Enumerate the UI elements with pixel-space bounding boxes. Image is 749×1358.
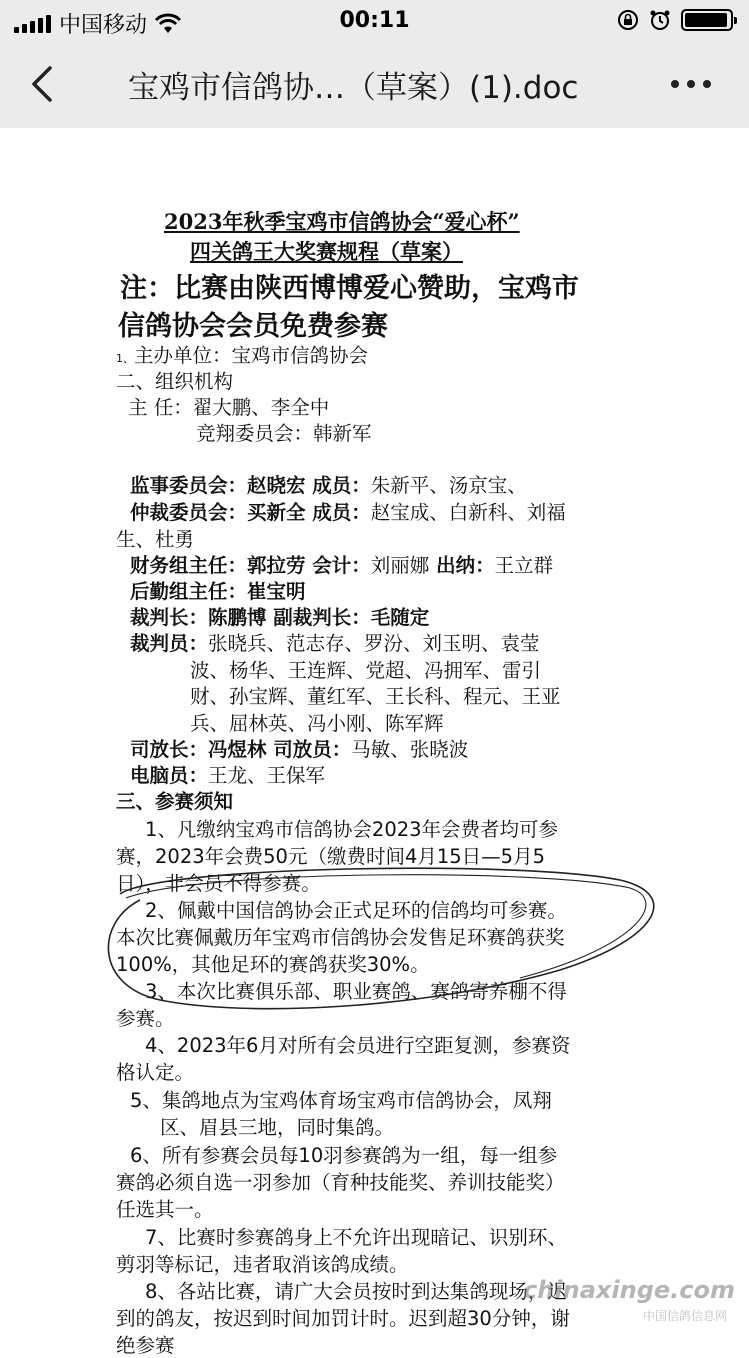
status-right xyxy=(617,9,733,31)
chief-referee-row: 裁判长：陈鹏博 副裁判长：毛随定 xyxy=(130,606,430,629)
logistics-row: 后勤组主任：崔宝明 xyxy=(130,580,306,603)
referees-line-3: 财、孙宝辉、董红军、王长科、程元、王亚 xyxy=(190,685,561,708)
rule-line: 4、2023年6月对所有会员进行空距复测，参赛资 xyxy=(145,1034,571,1057)
rule-line: 区、眉县三地，同时集鸽。 xyxy=(160,1116,395,1139)
arbitration-label: 仲裁委员会：买新全 成员： xyxy=(130,501,371,524)
rule-line: 任选其一。 xyxy=(116,1198,214,1221)
rule-line: 8、各站比赛，请广大会员按时到达集鸽现场，迟 xyxy=(145,1280,567,1303)
org-heading: 二、组织机构 xyxy=(116,370,234,393)
arbitration-members: 赵宝成、白新科、刘福 xyxy=(370,501,566,524)
rule-line: 日），非会员不得参赛。 xyxy=(116,872,321,895)
rule-line: 100%，其他足环的赛鸽获奖30%。 xyxy=(116,953,430,976)
rotation-lock-icon xyxy=(617,9,639,31)
doc-title-line-1: 2023年秋季宝鸡市信鸽协会“爱心杯” xyxy=(164,209,520,234)
sponsor-note-line-1: 注：比赛由陕西博博爱心赞助，宝鸡市 xyxy=(120,273,579,304)
back-button[interactable] xyxy=(22,62,66,106)
director-row: 主 任：翟大鹏、李全中 xyxy=(128,396,330,419)
chevron-left-icon xyxy=(22,62,66,106)
carrier-label: 中国移动 xyxy=(59,13,148,38)
referees-line-2: 波、杨华、王连辉、党超、冯拥军、雷引 xyxy=(190,659,542,682)
notice-heading: 三、参赛须知 xyxy=(116,790,234,813)
more-dot-icon xyxy=(703,80,711,88)
more-dot-icon xyxy=(671,80,679,88)
finance-head: 财务组主任：郭拉劳 会计： xyxy=(130,554,371,577)
rule-line: 本次比赛佩戴历年宝鸡市信鸽协会发售足环赛鸽获奖 xyxy=(116,926,565,949)
arbitration-cont: 生、杜勇 xyxy=(116,528,195,551)
referees-label: 裁判员： xyxy=(130,632,209,655)
host-number: 1、 xyxy=(116,352,134,365)
referees-line-4: 兵、屈林英、冯小刚、陈军辉 xyxy=(190,712,444,735)
competition-committee-row: 竞翔委员会：韩新军 xyxy=(196,422,372,445)
supervisory-members: 朱新平、汤京宝、 xyxy=(370,474,527,497)
referees-line-1: 张晓兵、范志存、罗汾、刘玉明、袁莹 xyxy=(208,632,540,655)
rule-line: 7、比赛时参赛鸽身上不允许出现暗记、识别环、 xyxy=(145,1226,567,1249)
computer-members: 王龙、王保军 xyxy=(208,764,326,787)
site-watermark-subtitle: 中国信鸽信息网 xyxy=(642,1309,727,1323)
site-watermark: chinaxinge.com xyxy=(523,1276,735,1304)
alarm-icon xyxy=(649,9,671,31)
sponsor-note-line-2: 信鸽协会会员免费参赛 xyxy=(118,311,388,342)
rule-line: 参赛。 xyxy=(116,1007,175,1030)
rule-line: 2、佩戴中国信鸽协会正式足环的信鸽均可参赛。 xyxy=(145,899,567,922)
computer-label: 电脑员： xyxy=(130,764,209,787)
nav-bar xyxy=(0,42,749,129)
rule-line: 1、凡缴纳宝鸡市信鸽协会2023年会费者均可参 xyxy=(145,818,559,841)
rule-line: 绝参赛 xyxy=(116,1334,175,1357)
rule-line: 3、本次比赛俱乐部、职业赛鸽、赛鸽寄养棚不得 xyxy=(145,980,567,1003)
status-bar xyxy=(0,0,749,42)
document-page[interactable] xyxy=(0,128,749,1357)
hand-drawn-ellipse xyxy=(0,128,749,1334)
rule-line: 剪羽等标记，违者取消该鸽成绩。 xyxy=(116,1253,409,1276)
doc-title-line-2: 四关鸽王大奖赛规程（草案） xyxy=(190,240,463,264)
rule-line: 赛，2023年会费50元（缴费时间4月15日—5月5 xyxy=(116,845,545,868)
battery-icon xyxy=(681,9,733,31)
supervisory-label: 监事委员会：赵晓宏 成员： xyxy=(130,474,371,497)
rule-line: 5、集鸽地点为宝鸡体育场宝鸡市信鸽协会，凤翔 xyxy=(130,1089,552,1112)
more-options-button[interactable] xyxy=(671,72,719,96)
rule-line: 格认定。 xyxy=(116,1061,195,1084)
finance-cashier-label: 出纳： xyxy=(429,554,495,577)
rule-line: 到的鸽友，按迟到时间加罚计时。迟到超30分钟，谢 xyxy=(116,1307,570,1330)
release-members: 马敏、张晓波 xyxy=(351,738,469,761)
status-time: 00:11 xyxy=(339,8,410,33)
host-text: 主办单位：宝鸡市信鸽协会 xyxy=(134,344,369,367)
rule-line: 6、所有参赛会员每10羽参赛鸽为一组，每一组参 xyxy=(130,1144,558,1167)
finance-accountant: 刘丽娜 xyxy=(370,554,430,577)
more-dot-icon xyxy=(687,80,695,88)
finance-cashier: 王立群 xyxy=(494,554,554,577)
rule-line: 赛鸽必须自选一羽参加（育种技能奖、养训技能奖） xyxy=(116,1171,565,1194)
release-label: 司放长：冯煜林 司放员： xyxy=(130,738,352,761)
document-title: 宝鸡市信鸽协…（草案）(1).doc xyxy=(128,70,579,106)
